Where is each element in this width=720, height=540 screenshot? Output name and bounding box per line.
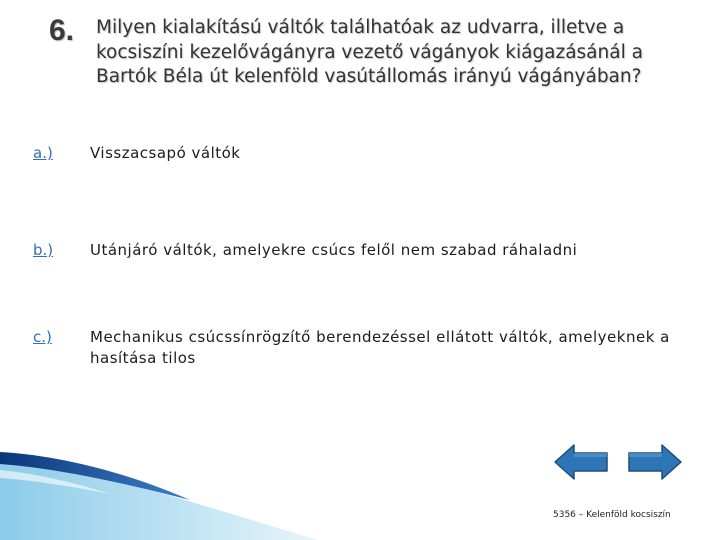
answer-c-text: Mechanikus csúcssínrögzítő berendezéssel ellátott váltók, amelyeknek a hasítása tilos xyxy=(90,328,670,367)
question-number: 6. xyxy=(49,14,75,47)
answer-a-label[interactable]: a.) xyxy=(33,144,53,162)
answer-c-label[interactable]: c.) xyxy=(33,328,52,346)
next-button[interactable] xyxy=(626,442,684,482)
question-text: Milyen kialakítású váltók találhatóak az udvarra, illetve a kocsiszíni kezelővágányra vezető vágányok kiágazásánál a Bartók Béla út kelenföld vasútállomás irányú vágányában? xyxy=(96,17,643,87)
arrow-left-icon xyxy=(555,445,607,479)
arrow-right-icon xyxy=(629,445,681,479)
footer-text: 5356 – Kelenföld kocsiszín xyxy=(553,510,671,520)
answer-a-text: Visszacsapó váltók xyxy=(90,144,241,162)
answer-b-label[interactable]: b.) xyxy=(33,241,54,259)
answer-b-text: Utánjáró váltók, amelyekre csúcs felől nem szabad ráhaladni xyxy=(90,241,578,259)
prev-button[interactable] xyxy=(552,442,610,482)
